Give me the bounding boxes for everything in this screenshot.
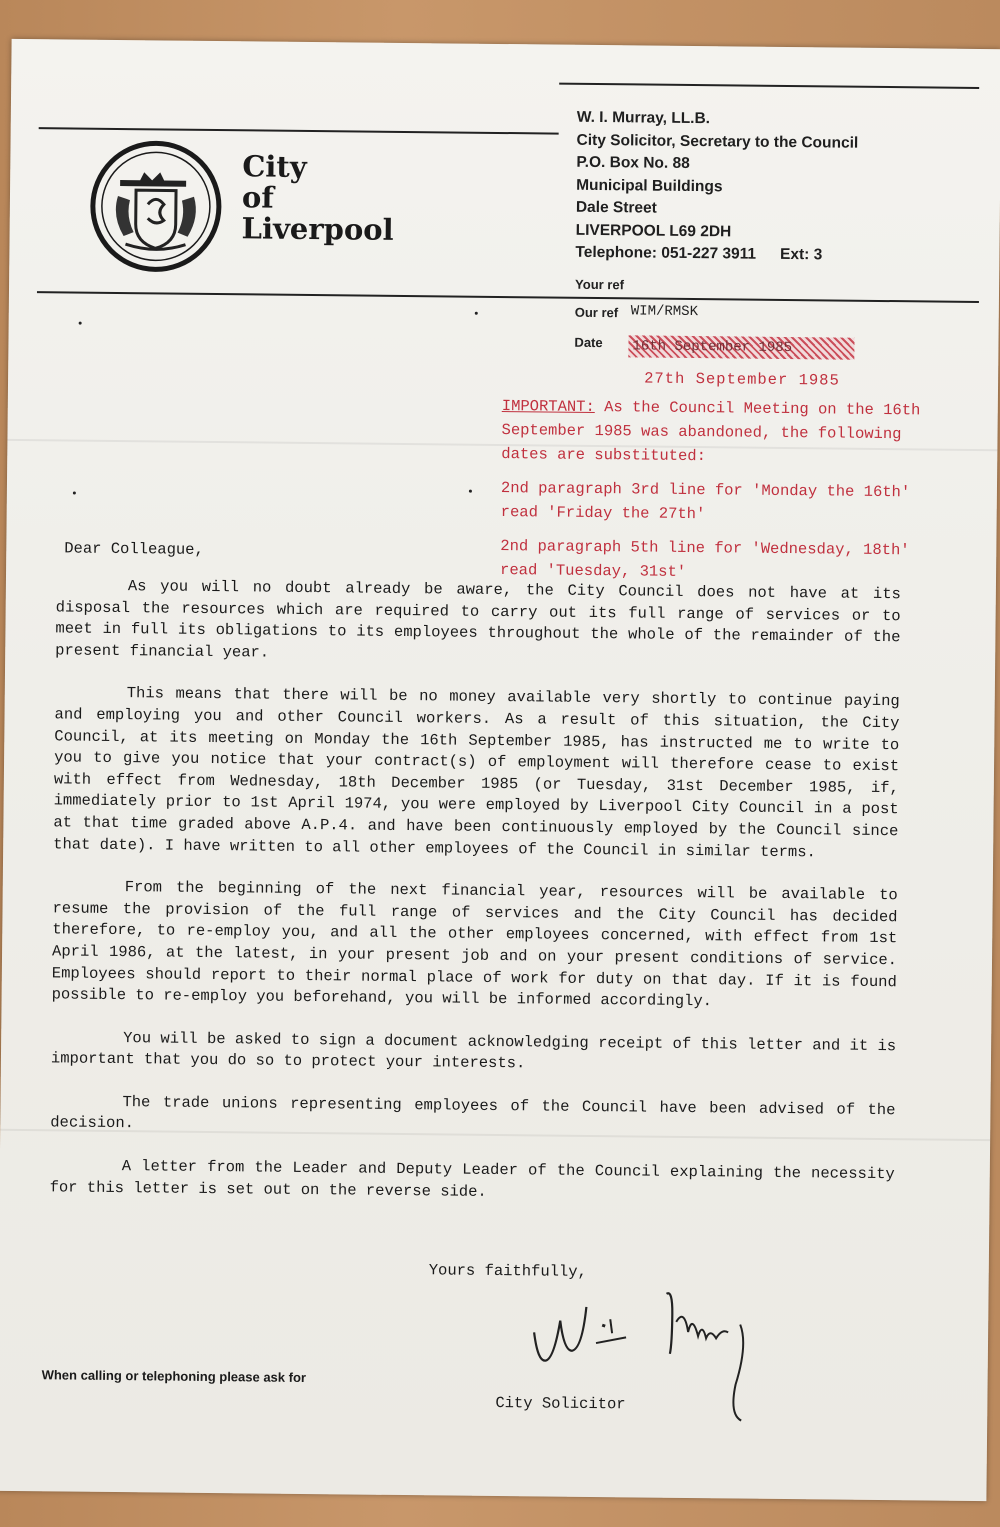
body-paragraph: A letter from the Leader and Deputy Leader of the Council explaining the necessity for this letter is set out on the reverse side. [49, 1157, 895, 1201]
closing-line: Yours faithfully, [428, 1261, 587, 1281]
amendment-important [501, 394, 922, 470]
our-ref-row [574, 303, 699, 321]
corrected-date: 27th September 1985 [644, 369, 840, 390]
footer-contact-note: When calling or telephoning please ask for [41, 1367, 307, 1386]
important-label: IMPORTANT: [501, 397, 595, 416]
city-name-line: City [242, 149, 307, 184]
amendment-notice [500, 394, 922, 596]
sender-line: City Solicitor, Secretary to the Council [576, 131, 859, 152]
amendment-line: 2nd paragraph 3rd line for 'Monday the 16th' read 'Friday the 27th' [500, 479, 911, 524]
header-rule-top-right [559, 83, 979, 89]
handwritten-signature [525, 1272, 777, 1445]
sender-line: Municipal Buildings [576, 176, 723, 195]
extension-label: Ext: 3 [779, 245, 823, 264]
letter-page [0, 39, 1000, 1501]
stray-dot [469, 490, 472, 493]
body-paragraph: From the beginning of the next financial year, resources will be available to resume the provision of the full range of services and the City Council has decided therefore, to re-employ you, and all the other employees concerned, with effect from 1st April 1986, at the latest, in your present job and on your present conditions of service. Employees should report to their normal place of work for duty on that day. If it is found possible to re-employ you beforehand, you will be informed accordingly. [51, 878, 898, 1011]
city-name-line: Liverpool [241, 211, 394, 247]
sender-line: Dale Street [575, 198, 657, 217]
sender-line: W. I. Murray, LL.B. [576, 108, 711, 128]
sender-address-block [575, 107, 858, 267]
city-name-line: of [241, 180, 274, 215]
city-of-liverpool-coat-of-arms-icon [89, 140, 222, 273]
telephone-line [575, 242, 857, 267]
body-paragraph: This means that there will be no money available very shortly to continue paying and employing you and other Council workers. As a result of this situation, the City Council, at its meeting on Monday the 16th September 1985, has instructed me to write to you to give you notice that your contract(s) of employment will therefore cease to exist with effect from Wednesday, 18th December 1985 (or Tuesday, 31st December 1985, if, immediately prior to 1st April 1974, you were employed by Liverpool City Council in a post at that time graded above A.P.4. and have been continuously employed by the Council since that date). I have written to all other employees of the Council in similar terms. [53, 684, 900, 861]
stray-dot [475, 312, 478, 315]
city-name-wordmark [241, 151, 394, 246]
header-rule-bottom [37, 291, 979, 303]
struck-out-date: 16th September 1985 [628, 335, 854, 359]
important-text: As the Council Meeting on the 16th September 1985 was abandoned, the following dates are substituted: [501, 397, 921, 466]
salutation: Dear Colleague, [64, 539, 204, 559]
date-label: Date [574, 334, 603, 351]
our-ref-value: WIM/RMSK [630, 303, 699, 321]
stray-dot [73, 492, 76, 495]
body-paragraph: As you will no doubt already be aware, the City Council does not have at its disposal the resources which are required to carry out its full range of services or to meet in full its obligations to its employees throughout the whole of the remainder of the present financial year. [55, 577, 901, 662]
body-paragraph: You will be asked to sign a document acknowledging receipt of this letter and it is important that you do so to protect your interests. [50, 1028, 897, 1073]
sender-line: P.O. Box No. 88 [576, 153, 690, 172]
your-ref-label: Your ref [575, 276, 625, 293]
stray-dot [79, 322, 82, 325]
telephone-number: Telephone: 051-227 3911 [575, 243, 757, 263]
our-ref-label: Our ref [574, 304, 619, 321]
sender-line: LIVERPOOL L69 2DH [575, 221, 732, 240]
amendment-line: 2nd paragraph 5th line for 'Wednesday, 18th' read 'Tuesday, 31st' [500, 537, 910, 581]
header-rule-top-left [39, 127, 559, 134]
signoff-title: City Solicitor [495, 1393, 626, 1414]
body-paragraph: The trade unions representing employees of the Council have been advised of the decision. [50, 1092, 896, 1133]
letter-body [49, 575, 901, 1228]
